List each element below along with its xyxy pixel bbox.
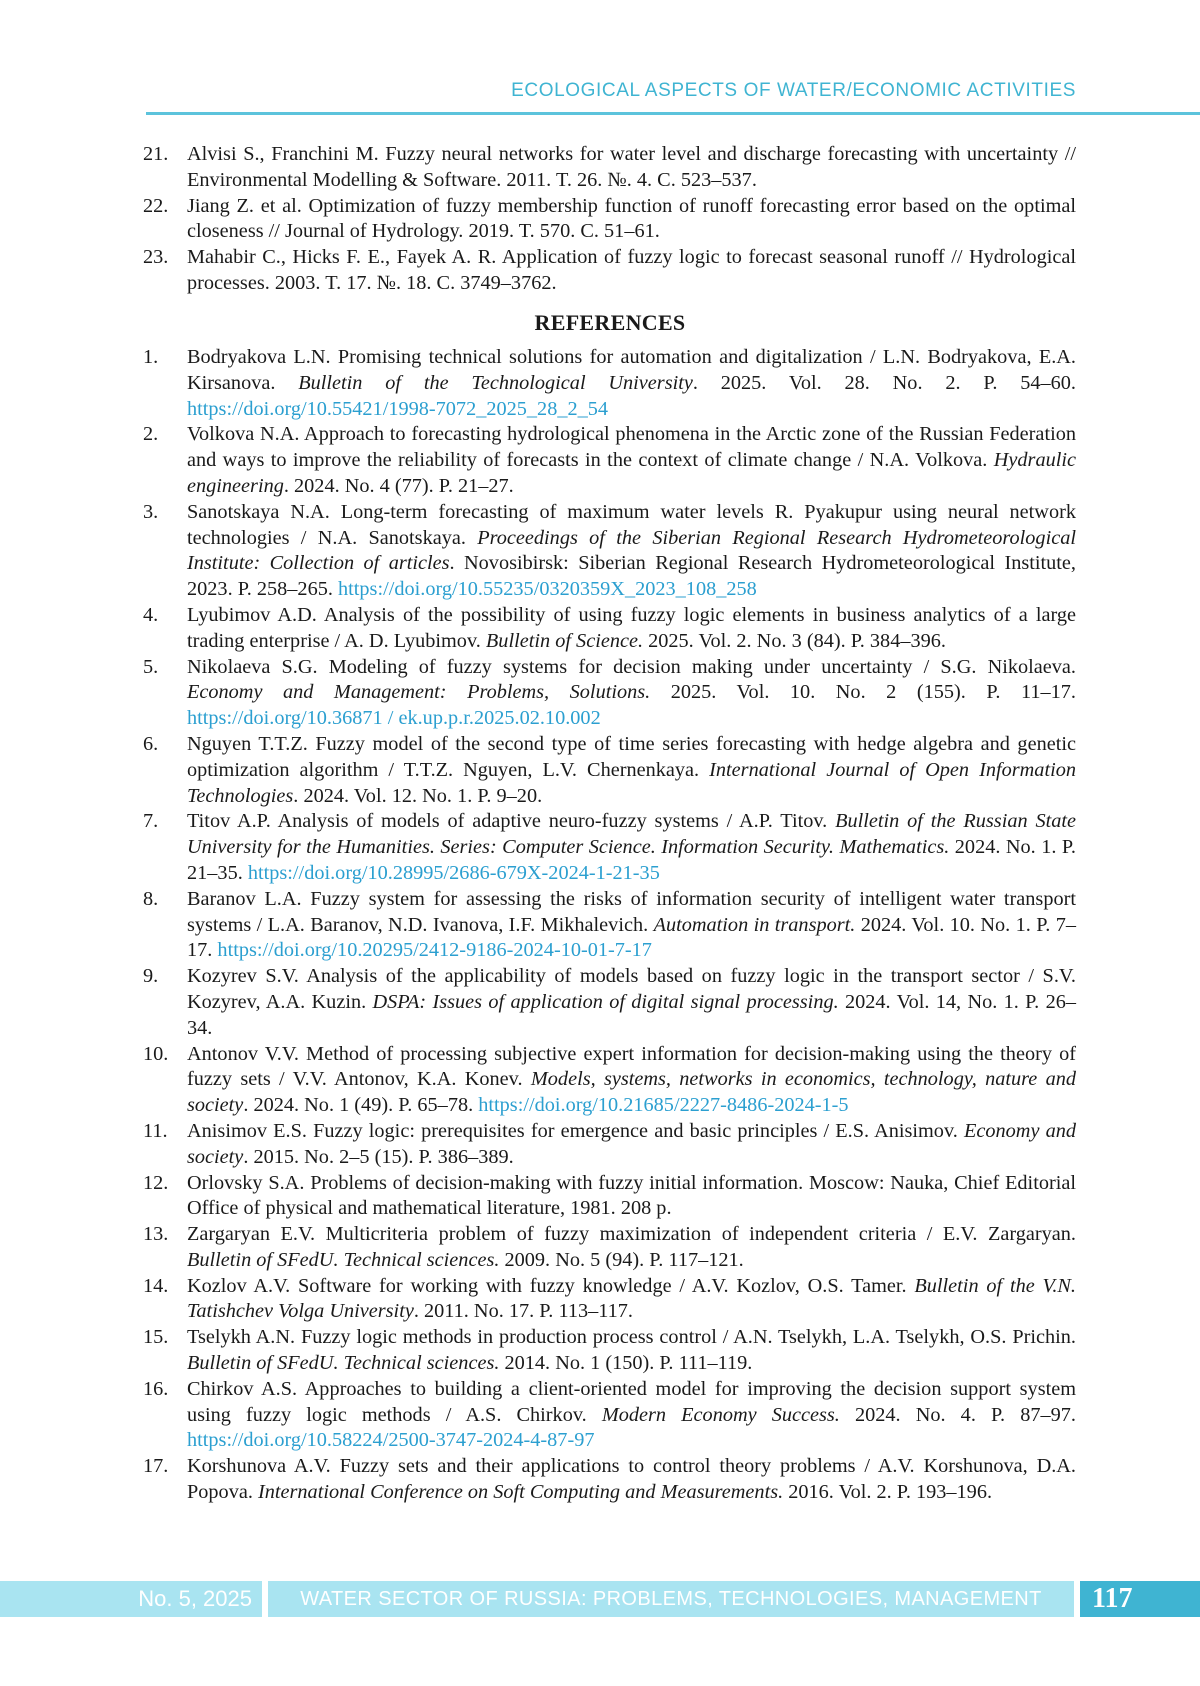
doi-link[interactable]: https://doi.org/10.36871 / ek.up.p.r.2025.02.10.002 xyxy=(187,707,601,730)
reference-details: . 2024. No. 4 (77). P. 21–27. xyxy=(283,474,514,497)
reference-item xyxy=(143,1454,1076,1506)
doi-link[interactable]: https://doi.org/10.55235/0320359X_2023_108_258 xyxy=(338,578,757,601)
reference-number: 3. xyxy=(143,500,159,523)
reference-number: 4. xyxy=(143,603,159,626)
reference-text: Alvisi S., Franchini M. Fuzzy neural networks for water level and discharge forecasting with uncertainty // Environmental Modelling & Software. 2011. T. 26. №. 4. C. 523–537. xyxy=(187,143,1076,191)
reference-item xyxy=(143,1042,1076,1119)
reference-source: International Journal of Open Information Technologies xyxy=(187,758,1076,807)
reference-text xyxy=(187,655,1076,732)
reference-item xyxy=(143,1325,1076,1377)
reference-details: 2016. Vol. 2. P. 193–196. xyxy=(783,1481,993,1504)
reference-item xyxy=(143,809,1076,886)
reference-text: Mahabir C., Hicks F. E., Fayek A. R. Application of fuzzy logic to forecast seasonal runoff // Hydrological processes. 2003. T. 17. №. 18. C. 3749–3762. xyxy=(187,246,1076,294)
reference-number: 9. xyxy=(143,965,159,988)
reference-item xyxy=(143,1274,1076,1326)
reference-list xyxy=(143,345,1076,1506)
reference-number: 5. xyxy=(143,655,159,678)
doi-link[interactable]: https://doi.org/10.21685/2227-8486-2024-1-5 xyxy=(478,1094,849,1117)
reference-text xyxy=(187,603,1076,655)
reference-item xyxy=(143,887,1076,964)
reference-source: International Conference on Soft Computing and Measurements. xyxy=(257,1481,784,1504)
running-head-title: ECOLOGICAL ASPECTS OF WATER/ECONOMIC ACTIVITIES xyxy=(511,80,1076,101)
reference-authors-title: Orlovsky S.A. Problems of decision-making with fuzzy initial information. Moscow: Nauka, Chief Editorial Office of physical and mathematical literature, 1981. 208 p. xyxy=(187,1171,1076,1220)
reference-item xyxy=(143,500,1076,603)
reference-number: 15. xyxy=(143,1326,169,1349)
reference-details: 2024. Vol. 10. No. 1. P. 7–17. xyxy=(187,913,1077,962)
reference-details: . Novosibirsk: Siberian Regional Research Hydrometeorological Institute, 2023. P. 258–265. xyxy=(187,552,1076,601)
reference-authors-title: Bodryakova L.N. Promising technical solutions for automation and digitalization / L.N. Bodryakova, E.A. Kirsanova. xyxy=(187,346,1076,394)
reference-item xyxy=(143,964,1076,1041)
reference-authors-title: Baranov L.A. Fuzzy system for assessing the risks of information security of intelligent water transport systems / L.A. Baranov, N.D. Ivanova, I.F. Mikhalevich. xyxy=(187,887,1076,936)
reference-authors-title: Lyubimov A.D. Analysis of the possibility of using fuzzy logic elements in business analytics of a large trading enterprise / A. D. Lyubimov. xyxy=(187,603,1076,652)
footer-issue-text: No. 5, 2025 xyxy=(138,1586,252,1611)
reference-number: 6. xyxy=(143,732,159,755)
reference-authors-title: Nguyen T.T.Z. Fuzzy model of the second type of time series forecasting with hedge algebra and genetic optimization algorithm / T.T.Z. Nguyen, L.V. Chernenkaya. xyxy=(187,732,1076,781)
reference-authors-title: Kozyrev S.V. Analysis of the applicability of models based on fuzzy logic in the transport sector / S.V. Kozyrev, A.A. Kuzin. xyxy=(187,965,1076,1013)
reference-text xyxy=(187,1119,1076,1171)
reference-source: Modern Economy Success. xyxy=(601,1403,840,1426)
reference-text xyxy=(187,345,1076,422)
reference-authors-title: Korshunova A.V. Fuzzy sets and their applications to control theory problems / A.V. Korshunova, D.A. Popova. xyxy=(187,1455,1076,1504)
reference-source: Economy and society xyxy=(187,1119,1076,1168)
reference-number: 12. xyxy=(143,1171,169,1194)
reference-item xyxy=(143,345,1076,422)
reference-details: . 2011. No. 17. P. 113–117. xyxy=(413,1300,633,1323)
reference-source: Bulletin of the V.N. Tatishchev Volga University xyxy=(187,1274,1076,1323)
reference-source: Models, systems, networks in economics, technology, nature and society xyxy=(187,1068,1076,1117)
footer-issue xyxy=(0,1581,262,1617)
reference-item xyxy=(143,1119,1076,1171)
continued-reference-list xyxy=(143,142,1076,297)
reference-source: Automation in transport. xyxy=(653,913,856,936)
reference-details: 2014. No. 1 (150). P. 111–119. xyxy=(499,1352,753,1375)
reference-number: 10. xyxy=(143,1042,169,1065)
running-head xyxy=(146,78,1200,115)
reference-text: Jiang Z. et al. Optimization of fuzzy membership function of runoff forecasting error based on the optimal closeness // Journal of Hydrology. 2019. T. 570. C. 51–61. xyxy=(187,194,1076,243)
reference-details: 2025. Vol. 10. No. 2 (155). P. 11–17. xyxy=(650,681,1076,704)
reference-item xyxy=(143,1377,1076,1454)
reference-details: 2024. No. 4. P. 87–97. xyxy=(839,1403,1076,1426)
doi-link[interactable]: https://doi.org/10.58224/2500-3747-2024-4-87-97 xyxy=(187,1429,595,1452)
page-footer xyxy=(0,1581,1200,1617)
reference-authors-title: Zargaryan E.V. Multicriteria problem of fuzzy maximization of independent criteria / E.V. Zargaryan. xyxy=(187,1223,1076,1246)
reference-text xyxy=(187,1325,1076,1377)
reference-text xyxy=(187,1171,1076,1223)
reference-item xyxy=(143,655,1076,732)
reference-text xyxy=(187,964,1076,1041)
reference-text xyxy=(187,887,1076,964)
reference-authors-title: Anisimov E.S. Fuzzy logic: prerequisites for emergence and basic principles / E.S. Anisimov. xyxy=(187,1119,964,1142)
reference-details: 2025. Vol. 2. No. 3 (84). P. 384–396. xyxy=(643,629,946,652)
reference-item xyxy=(143,245,1076,297)
reference-source: Hydraulic engineering xyxy=(187,449,1076,497)
reference-source: Economy and Management: Problems, Solutions. xyxy=(187,681,651,704)
reference-details: 2009. No. 5 (94). P. 117–121. xyxy=(499,1248,744,1271)
page-number: 117 xyxy=(1080,1581,1200,1617)
reference-item xyxy=(143,732,1076,809)
reference-details: 2024. Vol. 14, No. 1. P. 26–34. xyxy=(187,990,1076,1039)
reference-item xyxy=(143,1222,1076,1274)
reference-item xyxy=(143,142,1076,194)
reference-number: 17. xyxy=(143,1455,169,1478)
reference-authors-title: Antonov V.V. Method of processing subjective expert information for decision-making using the theory of fuzzy sets / V.V. Antonov, K.A. Konev. xyxy=(187,1042,1076,1091)
reference-text xyxy=(187,422,1076,499)
reference-number: 23. xyxy=(143,246,169,269)
reference-number: 22. xyxy=(143,194,169,217)
reference-text xyxy=(187,500,1076,603)
reference-source: Bulletin of the Technological University xyxy=(298,371,693,394)
reference-text xyxy=(187,809,1076,886)
reference-source: Bulletin of the Russian State University for the Humanities. Series: Computer Science. Information Security. Mathematics. xyxy=(187,810,1076,859)
reference-text xyxy=(187,1454,1076,1506)
footer-journal-title: WATER SECTOR OF RUSSIA: PROBLEMS, TECHNOLOGIES, MANAGEMENT xyxy=(268,1581,1074,1617)
reference-source: DSPA: Issues of application of digital signal processing. xyxy=(372,990,839,1013)
reference-details: 2024. No. 1. P. 21–35. xyxy=(187,836,1076,884)
reference-authors-title: Sanotskaya N.A. Long-term forecasting of maximum water levels R. Pyakupur using neural network technologies / N.A. Sanotskaya. xyxy=(187,500,1076,549)
references-heading: REFERENCES xyxy=(534,310,686,335)
reference-text xyxy=(187,1042,1076,1119)
reference-source: Bulletin of SFedU. Technical sciences. xyxy=(187,1352,500,1375)
reference-source: Bulletin of Science. xyxy=(485,629,644,652)
reference-text xyxy=(187,1377,1076,1454)
reference-number: 2. xyxy=(143,423,159,446)
reference-number: 8. xyxy=(143,887,159,910)
reference-authors-title: Kozlov A.V. Software for working with fuzzy knowledge / A.V. Kozlov, O.S. Tamer. xyxy=(187,1274,915,1297)
reference-number: 16. xyxy=(143,1377,169,1400)
reference-text xyxy=(187,1222,1076,1274)
reference-item xyxy=(143,194,1076,246)
reference-number: 7. xyxy=(143,810,159,833)
reference-item xyxy=(143,1171,1076,1223)
reference-details: . 2024. Vol. 12. No. 1. P. 9–20. xyxy=(293,784,543,807)
reference-item xyxy=(143,603,1076,655)
reference-authors-title: Titov A.P. Analysis of models of adaptive neuro-fuzzy systems / A.P. Titov. xyxy=(187,810,836,833)
reference-source: Bulletin of SFedU. Technical sciences. xyxy=(187,1248,500,1271)
reference-details: . 2025. Vol. 28. No. 2. P. 54–60. xyxy=(692,371,1077,394)
reference-number: 13. xyxy=(143,1223,169,1246)
reference-number: 1. xyxy=(143,346,159,368)
reference-item xyxy=(143,422,1076,499)
doi-link[interactable]: https://doi.org/10.20295/2412-9186-2024-10-01-7-17 xyxy=(217,939,652,962)
reference-details: . 2015. No. 2–5 (15). P. 386–389. xyxy=(243,1145,514,1168)
reference-text xyxy=(187,1274,1076,1326)
reference-source: Proceedings of the Siberian Regional Research Hydrometeorological Institute: Collection of articles xyxy=(187,526,1076,575)
reference-authors-title: Volkova N.A. Approach to forecasting hydrological phenomena in the Arctic zone of the Russian Federation and ways to improve the reliability of forecasts in the context of climate change / N.A. Volkova. xyxy=(187,423,1076,472)
reference-number: 14. xyxy=(143,1274,169,1297)
doi-link[interactable]: https://doi.org/10.28995/2686-679X-2024-1-21-35 xyxy=(247,861,660,884)
doi-link[interactable]: https://doi.org/10.55421/1998-7072_2025_28_2_54 xyxy=(187,397,609,420)
reference-details: . 2024. No. 1 (49). P. 65–78. xyxy=(243,1094,479,1117)
reference-text xyxy=(187,732,1076,809)
reference-authors-title: Chirkov A.S. Approaches to building a client-oriented model for improving the decision support system using fuzzy logic methods / A.S. Chirkov. xyxy=(187,1377,1076,1426)
reference-number: 11. xyxy=(143,1119,168,1142)
reference-authors-title: Tselykh A.N. Fuzzy logic methods in production process control / A.N. Tselykh, L.A. Tselykh, O.S. Prichin. xyxy=(187,1326,1076,1349)
reference-number: 21. xyxy=(143,143,169,165)
reference-authors-title: Nikolaeva S.G. Modeling of fuzzy systems for decision making under uncertainty / S.G. Nikolaeva. xyxy=(187,655,1076,678)
